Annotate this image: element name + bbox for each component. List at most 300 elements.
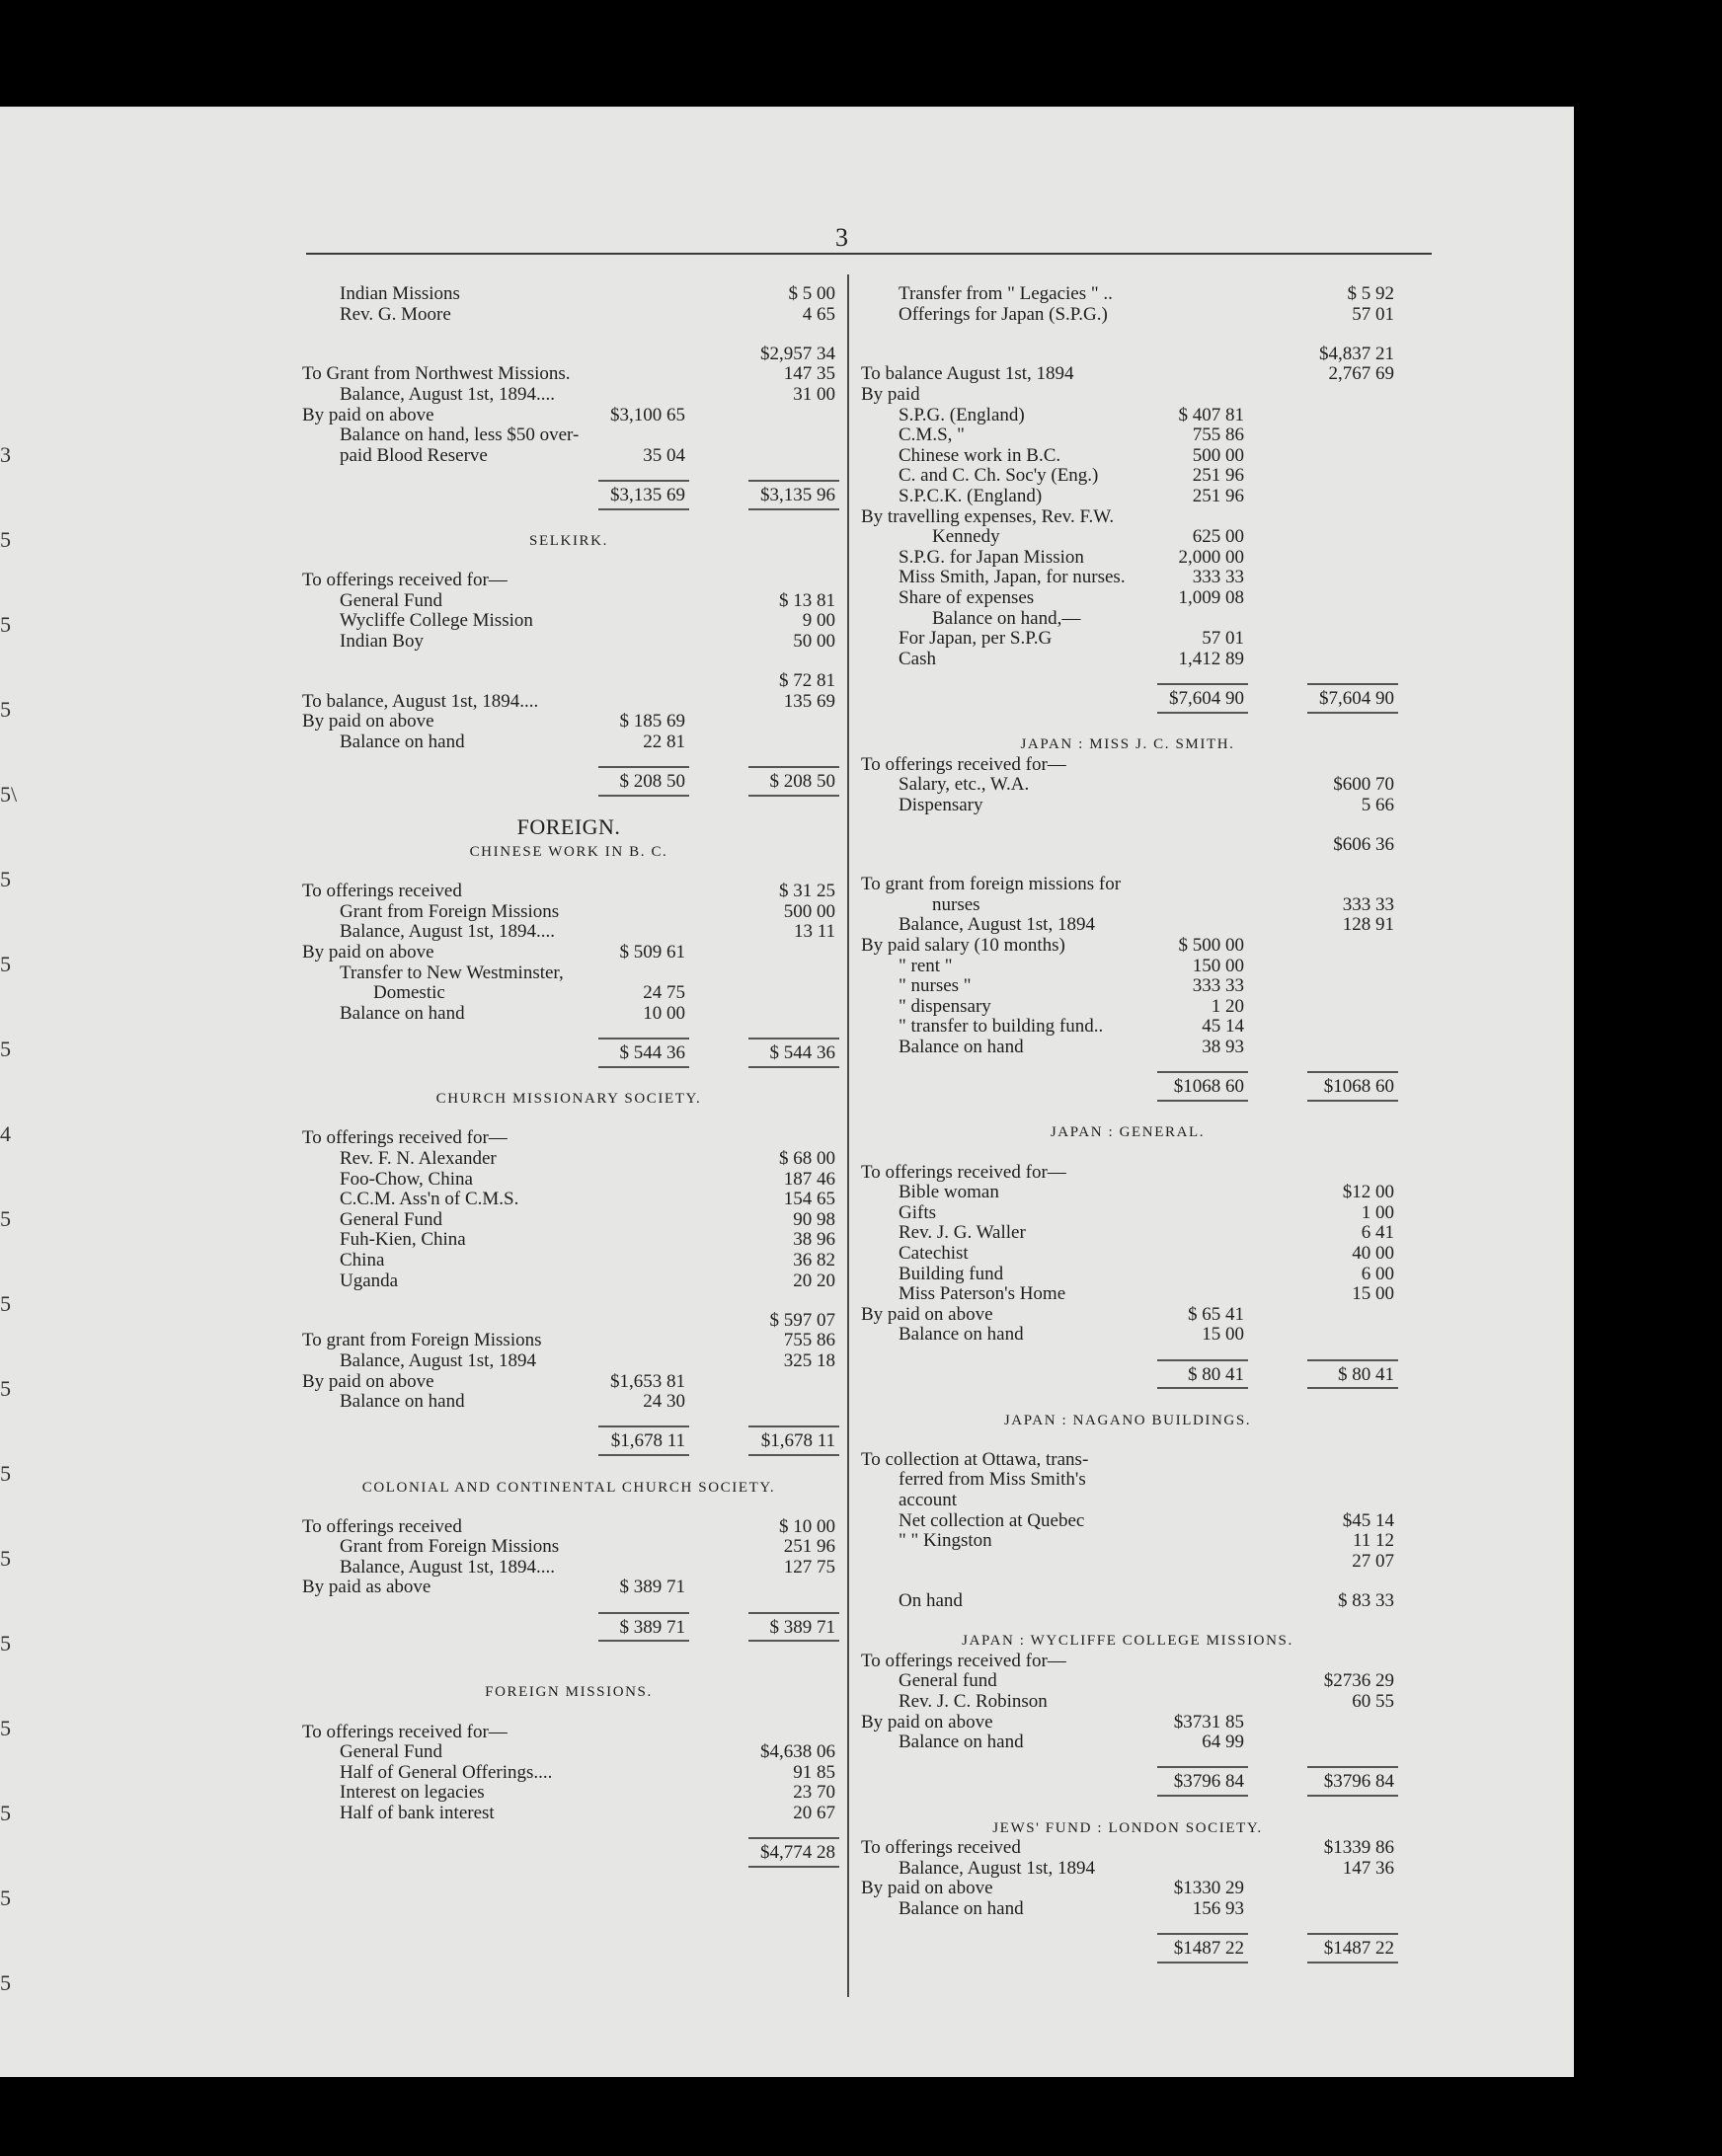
outer-amount: 5 66 (1361, 794, 1394, 815)
ledger-line (302, 1431, 835, 1451)
margin-mark: 5 (0, 612, 11, 637)
ledger-line (861, 305, 1394, 325)
ledger-line (302, 284, 835, 304)
ledger-line (302, 385, 835, 405)
ledger-label: Balance on hand (899, 1897, 1024, 1919)
ledger-line (861, 1652, 1394, 1671)
outer-amount: $3,135 96 (760, 484, 835, 505)
ledger-label: By paid on above (302, 1370, 434, 1392)
ledger-label: To grant from Foreign Missions (302, 1330, 542, 1351)
ledger-line (861, 1879, 1394, 1898)
outer-amount: $ 31 25 (779, 881, 835, 902)
total-rule (1307, 712, 1398, 714)
outer-amount: 50 00 (793, 631, 835, 653)
ledger-line (861, 487, 1394, 506)
outer-amount: 27 07 (1352, 1550, 1394, 1572)
ledger-label: Balance, August 1st, 1894.... (340, 1556, 555, 1578)
inner-amount: 24 30 (643, 1391, 685, 1413)
ledger-line (861, 835, 1394, 855)
ledger-line (302, 425, 835, 445)
outer-amount: 9 00 (802, 610, 835, 632)
total-rule (598, 508, 689, 510)
ledger-line (302, 1804, 835, 1823)
outer-amount: $4,638 06 (760, 1741, 835, 1763)
ledger-label: S.P.G. for Japan Mission (899, 546, 1084, 568)
margin-mark: 3 (0, 442, 11, 467)
ledger-label: To grant from foreign missions for (861, 874, 1122, 895)
subtotal-rule (1307, 1359, 1398, 1361)
ledger-line (302, 1723, 835, 1742)
ledger-line (302, 1210, 835, 1230)
ledger-label: " dispensary (899, 995, 991, 1017)
ledger-line (861, 1692, 1394, 1712)
outer-amount: $ 72 81 (779, 670, 835, 692)
subtotal-rule (748, 480, 839, 482)
outer-amount: $2736 29 (1323, 1670, 1394, 1692)
ledger-label: To Grant from Northwest Missions. (302, 363, 571, 385)
inner-amount: 57 01 (1202, 628, 1244, 650)
ledger-label: Catechist (899, 1242, 969, 1264)
outer-amount: 38 96 (793, 1229, 835, 1251)
outer-amount: 90 98 (793, 1208, 835, 1230)
ledger-label: China (340, 1249, 385, 1270)
inner-amount: $ 544 36 (619, 1042, 685, 1064)
subtotal-rule (1307, 1933, 1398, 1935)
inner-amount: 755 86 (1192, 424, 1244, 446)
ledger-line (861, 629, 1394, 649)
ledger-line (861, 507, 1394, 527)
outer-amount: $ 389 71 (769, 1616, 835, 1638)
total-rule (748, 508, 839, 510)
ledger-label: General Fund (340, 1741, 442, 1763)
ledger-line (302, 1372, 835, 1392)
margin-mark: 5 (0, 1037, 11, 1061)
ledger-label: Domestic (373, 982, 445, 1004)
outer-amount: $ 5 00 (788, 283, 835, 304)
subtotal-rule (748, 1837, 839, 1839)
ledger-line (302, 632, 835, 652)
ledger-label: General Fund (340, 589, 442, 611)
total-rule (1157, 1100, 1248, 1102)
subtotal-rule (598, 1612, 689, 1614)
margin-mark: 5 (0, 1546, 11, 1571)
ledger-label: Chinese work in B.C. (899, 444, 1061, 466)
ledger-label: Balance, August 1st, 1894 (899, 914, 1095, 936)
total-rule (748, 1066, 839, 1068)
outer-amount: 500 00 (783, 900, 835, 922)
ledger-label: By paid (861, 383, 920, 405)
ledger-label: To offerings received for— (302, 1721, 508, 1742)
section-heading: SELKIRK. (529, 533, 608, 550)
ledger-label: By paid on above (861, 1303, 993, 1325)
ledger-label: Foo-Chow, China (340, 1168, 473, 1190)
outer-amount: $1339 86 (1323, 1837, 1394, 1859)
ledger-line (861, 1470, 1394, 1490)
inner-amount: 156 93 (1192, 1897, 1244, 1919)
subtotal-rule (598, 766, 689, 768)
ledger-line (861, 425, 1394, 445)
outer-amount: 23 70 (793, 1782, 835, 1804)
ledger-label: Balance on hand, less $50 over- (340, 424, 580, 446)
ledger-line (302, 671, 835, 691)
inner-amount: 1,009 08 (1178, 586, 1244, 608)
section-heading: CHINESE WORK IN B. C. (469, 844, 668, 861)
section-heading: JAPAN : NAGANO BUILDINGS. (1003, 1412, 1252, 1428)
ledger-label: Balance, August 1st, 1894 (899, 1857, 1095, 1879)
outer-amount: 127 75 (783, 1556, 835, 1578)
ledger-line (302, 1351, 835, 1371)
ledger-line (861, 1223, 1394, 1243)
ledger-label: Indian Missions (340, 283, 460, 304)
margin-mark: 5 (0, 1716, 11, 1740)
ledger-label: Half of General Offerings.... (340, 1761, 553, 1783)
ledger-label: Net collection at Quebec (899, 1509, 1085, 1531)
outer-amount: $2,957 34 (760, 343, 835, 364)
outer-amount: 2,767 69 (1328, 363, 1394, 385)
ledger-line (861, 1450, 1394, 1470)
outer-amount: 251 96 (783, 1536, 835, 1558)
ledger-label: Balance, August 1st, 1894.... (340, 921, 555, 943)
subtotal-rule (1157, 1766, 1248, 1768)
ledger-line (302, 591, 835, 611)
ledger-label: General Fund (340, 1208, 442, 1230)
ledger-label: C.M.S, " (899, 424, 965, 446)
inner-amount: 251 96 (1192, 485, 1244, 506)
ledger-label: Rev. F. N. Alexander (340, 1147, 497, 1169)
ledger-line (861, 568, 1394, 587)
ledger-line (861, 1899, 1394, 1919)
ledger-line (302, 983, 835, 1003)
inner-amount: $1068 60 (1173, 1076, 1244, 1098)
ledger-label: C.C.M. Ass'n of C.M.S. (340, 1189, 519, 1210)
subtotal-rule (1157, 683, 1248, 685)
outer-amount: $45 14 (1342, 1509, 1394, 1531)
total-rule (1307, 1962, 1398, 1964)
outer-amount: $4,837 21 (1319, 343, 1394, 364)
ledger-line (302, 1271, 835, 1291)
ledger-line (861, 650, 1394, 669)
inner-amount: $ 208 50 (619, 771, 685, 793)
ledger-label: Offerings for Japan (S.P.G.) (899, 303, 1108, 325)
subtotal-rule (1307, 683, 1398, 685)
document-page (0, 107, 1574, 2077)
ledger-line (861, 1491, 1394, 1510)
ledger-line (302, 1517, 835, 1537)
outer-amount: 91 85 (793, 1761, 835, 1783)
outer-amount: $12 00 (1342, 1182, 1394, 1203)
inner-amount: $3731 85 (1173, 1711, 1244, 1732)
outer-amount: 147 35 (783, 363, 835, 385)
outer-amount: $ 208 50 (769, 771, 835, 793)
ledger-line (302, 1149, 835, 1169)
outer-amount: 333 33 (1342, 893, 1394, 915)
ledger-line (861, 364, 1394, 384)
outer-amount: $ 68 00 (779, 1147, 835, 1169)
ledger-line (302, 406, 835, 425)
inner-amount: $1487 22 (1173, 1938, 1244, 1960)
outer-amount: $606 36 (1333, 834, 1394, 856)
ledger-label: To offerings received (302, 881, 462, 902)
ledger-line (861, 1163, 1394, 1183)
ledger-label: By paid on above (861, 1711, 993, 1732)
inner-amount: $ 509 61 (619, 942, 685, 963)
outer-amount: $1487 22 (1323, 1938, 1394, 1960)
ledger-label: Cash (899, 648, 936, 669)
ledger-line (861, 875, 1394, 894)
ledger-line (302, 732, 835, 752)
ledger-line (861, 609, 1394, 629)
inner-amount: $1,678 11 (610, 1430, 685, 1452)
outer-amount: 325 18 (783, 1349, 835, 1371)
ledger-label: paid Blood Reserve (340, 444, 488, 466)
previous-page-edge-marks (0, 442, 22, 2077)
ledger-label: Balance on hand,— (932, 607, 1081, 629)
page-number: 3 (835, 223, 848, 252)
inner-amount: 10 00 (643, 1002, 685, 1024)
ledger-line (302, 1311, 835, 1331)
margin-mark: 5 (0, 527, 11, 552)
ledger-label: S.P.C.K. (England) (899, 485, 1043, 506)
ledger-label: Dispensary (899, 794, 983, 815)
inner-amount: $1330 29 (1173, 1878, 1244, 1899)
ledger-line (302, 1043, 835, 1063)
ledger-label: Balance, August 1st, 1894 (340, 1349, 536, 1371)
ledger-line (302, 1843, 835, 1863)
margin-mark: 5 (0, 867, 11, 891)
ledger-label: By paid on above (302, 711, 434, 732)
ledger-label: ferred from Miss Smith's (899, 1469, 1086, 1491)
ledger-line (302, 1742, 835, 1762)
inner-amount: 2,000 00 (1178, 546, 1244, 568)
ledger-line (861, 1671, 1394, 1691)
inner-amount: 15 00 (1202, 1324, 1244, 1346)
ledger-label: To offerings received (861, 1837, 1021, 1859)
outer-amount: 6 00 (1361, 1263, 1394, 1284)
ledger-line (861, 1038, 1394, 1057)
outer-amount: 20 67 (793, 1802, 835, 1823)
ledger-line (861, 1203, 1394, 1223)
inner-amount: $3796 84 (1173, 1771, 1244, 1793)
ledger-label: By paid on above (302, 942, 434, 963)
subtotal-rule (1307, 1766, 1398, 1768)
ledger-line (302, 943, 835, 962)
ledger-line (302, 712, 835, 732)
ledger-label: nurses (932, 893, 980, 915)
margin-mark: 5 (0, 697, 11, 722)
total-rule (748, 1640, 839, 1642)
inner-amount: $ 407 81 (1178, 404, 1244, 425)
inner-amount: 1,412 89 (1178, 648, 1244, 669)
ledger-line (861, 1713, 1394, 1732)
ledger-line (861, 1838, 1394, 1858)
ledger-line (861, 957, 1394, 976)
ledger-label: Grant from Foreign Missions (340, 1536, 560, 1558)
ledger-line (302, 1763, 835, 1783)
ledger-line (861, 1591, 1394, 1611)
margin-mark: 5 (0, 952, 11, 976)
outer-amount: 36 82 (793, 1249, 835, 1270)
outer-amount: $ 597 07 (769, 1309, 835, 1331)
ledger-label: To balance, August 1st, 1894.... (302, 690, 539, 712)
ledger-line (861, 1859, 1394, 1879)
outer-amount: 147 36 (1342, 1857, 1394, 1879)
inner-amount: 45 14 (1202, 1016, 1244, 1038)
ledger-line (302, 1128, 835, 1148)
margin-mark: 5 (0, 1461, 11, 1486)
ledger-line (302, 1331, 835, 1350)
ledger-line (861, 345, 1394, 364)
outer-amount: $3796 84 (1323, 1771, 1394, 1793)
outer-amount: 57 01 (1352, 303, 1394, 325)
outer-amount: 40 00 (1352, 1242, 1394, 1264)
ledger-line (861, 1077, 1394, 1097)
ledger-line (861, 1244, 1394, 1264)
ledger-line (302, 611, 835, 631)
ledger-label: Balance on hand (340, 732, 465, 753)
margin-mark: 5 (0, 1970, 11, 1995)
subtotal-rule (1157, 1933, 1248, 1935)
ledger-line (861, 1511, 1394, 1531)
ledger-line (302, 571, 835, 590)
section-heading: CHURCH MISSIONARY SOCIETY. (435, 1091, 702, 1108)
inner-amount: 1 20 (1211, 995, 1244, 1017)
ledger-line (861, 1772, 1394, 1792)
ledger-line (861, 284, 1394, 304)
ledger-line (302, 922, 835, 942)
outer-amount: $ 13 81 (779, 589, 835, 611)
outer-amount: 755 86 (783, 1330, 835, 1351)
outer-amount: $1,678 11 (760, 1430, 835, 1452)
ledger-line (302, 1190, 835, 1209)
total-rule (598, 795, 689, 797)
section-heading: JAPAN : GENERAL. (1050, 1124, 1206, 1141)
margin-mark: 5 (0, 1631, 11, 1656)
inner-amount: 150 00 (1192, 955, 1244, 976)
inner-amount: 625 00 (1192, 526, 1244, 548)
ledger-label: Rev. J. C. Robinson (899, 1691, 1048, 1712)
ledger-line (861, 1939, 1394, 1959)
margin-mark: 5 (0, 1206, 11, 1231)
ledger-line (302, 1170, 835, 1190)
inner-amount: $ 389 71 (619, 1616, 685, 1638)
ledger-line (302, 364, 835, 384)
outer-amount: $ 80 41 (1338, 1363, 1394, 1385)
ledger-line (861, 385, 1394, 405)
margin-mark: 5 (0, 1376, 11, 1401)
subtotal-rule (598, 1425, 689, 1427)
subtotal-rule (598, 480, 689, 482)
outer-amount: 60 55 (1352, 1691, 1394, 1712)
ledger-label: Balance on hand (899, 1324, 1024, 1346)
subtotal-rule (748, 766, 839, 768)
ledger-label: Balance on hand (340, 1002, 465, 1024)
ledger-line (302, 1537, 835, 1557)
outer-amount: 31 00 (793, 383, 835, 405)
ledger-label: Indian Boy (340, 631, 424, 653)
ledger-label: To offerings received for— (861, 1650, 1066, 1671)
ledger-label: To offerings received (302, 1515, 462, 1537)
ledger-label: To offerings received for— (861, 1161, 1066, 1183)
ledger-label: To offerings received for— (302, 570, 508, 591)
ledger-line (302, 692, 835, 712)
section-heading: JAPAN : WYCLIFFE COLLEGE MISSIONS. (962, 1633, 1293, 1650)
ledger-label: Half of bank interest (340, 1802, 495, 1823)
outer-amount: 20 20 (793, 1270, 835, 1291)
ledger-line (302, 1783, 835, 1803)
ledger-label: By paid as above (302, 1577, 431, 1598)
total-rule (748, 795, 839, 797)
ledger-label: By paid on above (302, 404, 434, 425)
ledger-line (302, 1004, 835, 1024)
header-rule (306, 253, 1432, 255)
inner-amount: $1,653 81 (610, 1370, 685, 1392)
subtotal-rule (1157, 1071, 1248, 1073)
ledger-label: To collection at Ottawa, trans- (861, 1448, 1089, 1470)
outer-amount: 1 00 (1361, 1201, 1394, 1223)
section-heading: FOREIGN. (516, 814, 621, 840)
subtotal-rule (1157, 1359, 1248, 1361)
inner-amount: 333 33 (1192, 975, 1244, 997)
ledger-line (861, 936, 1394, 956)
ledger-label: " nurses " (899, 975, 972, 997)
ledger-label: Share of expenses (899, 586, 1035, 608)
total-rule (1157, 712, 1248, 714)
ledger-line (861, 446, 1394, 466)
ledger-line (861, 976, 1394, 996)
ledger-line (861, 1284, 1394, 1304)
inner-amount: 333 33 (1192, 567, 1244, 588)
ledger-label: Miss Paterson's Home (899, 1283, 1066, 1305)
ledger-line (861, 466, 1394, 486)
outer-amount: 6 41 (1361, 1222, 1394, 1244)
inner-amount: $7,604 90 (1169, 687, 1244, 709)
outer-amount: $7,604 90 (1319, 687, 1394, 709)
outer-amount: 187 46 (783, 1168, 835, 1190)
margin-mark: 5\ (0, 782, 18, 807)
total-rule (598, 1640, 689, 1642)
ledger-line (861, 915, 1394, 935)
margin-mark: 5 (0, 1291, 11, 1316)
inner-amount: $ 389 71 (619, 1577, 685, 1598)
ledger-label: By paid on above (861, 1878, 993, 1899)
ledger-line (861, 1325, 1394, 1345)
outer-amount: 154 65 (783, 1189, 835, 1210)
ledger-line (861, 1017, 1394, 1037)
ledger-line (861, 1552, 1394, 1572)
ledger-label: Transfer from " Legacies " .. (899, 283, 1113, 304)
inner-amount: $3,100 65 (610, 404, 685, 425)
outer-amount: 128 91 (1342, 914, 1394, 936)
total-rule (1157, 1795, 1248, 1797)
ledger-label: Rev. J. G. Waller (899, 1222, 1026, 1244)
section-heading: JEWS' FUND : LONDON SOCIETY. (992, 1819, 1263, 1836)
ledger-label: Kennedy (932, 526, 1000, 548)
outer-amount: 135 69 (783, 690, 835, 712)
ledger-label: Building fund (899, 1263, 1004, 1284)
ledger-line (302, 1251, 835, 1270)
outer-amount: $ 10 00 (779, 1515, 835, 1537)
subtotal-rule (748, 1612, 839, 1614)
inner-amount: $ 500 00 (1178, 935, 1244, 957)
ledger-line (861, 997, 1394, 1017)
ledger-label: On hand (899, 1590, 963, 1612)
inner-amount: $ 80 41 (1188, 1363, 1244, 1385)
ledger-label: C. and C. Ch. Soc'y (Eng.) (899, 465, 1099, 487)
ledger-line (302, 446, 835, 466)
ledger-line (861, 548, 1394, 568)
outer-amount: $ 83 33 (1338, 1590, 1394, 1612)
inner-amount: 35 04 (643, 444, 685, 466)
